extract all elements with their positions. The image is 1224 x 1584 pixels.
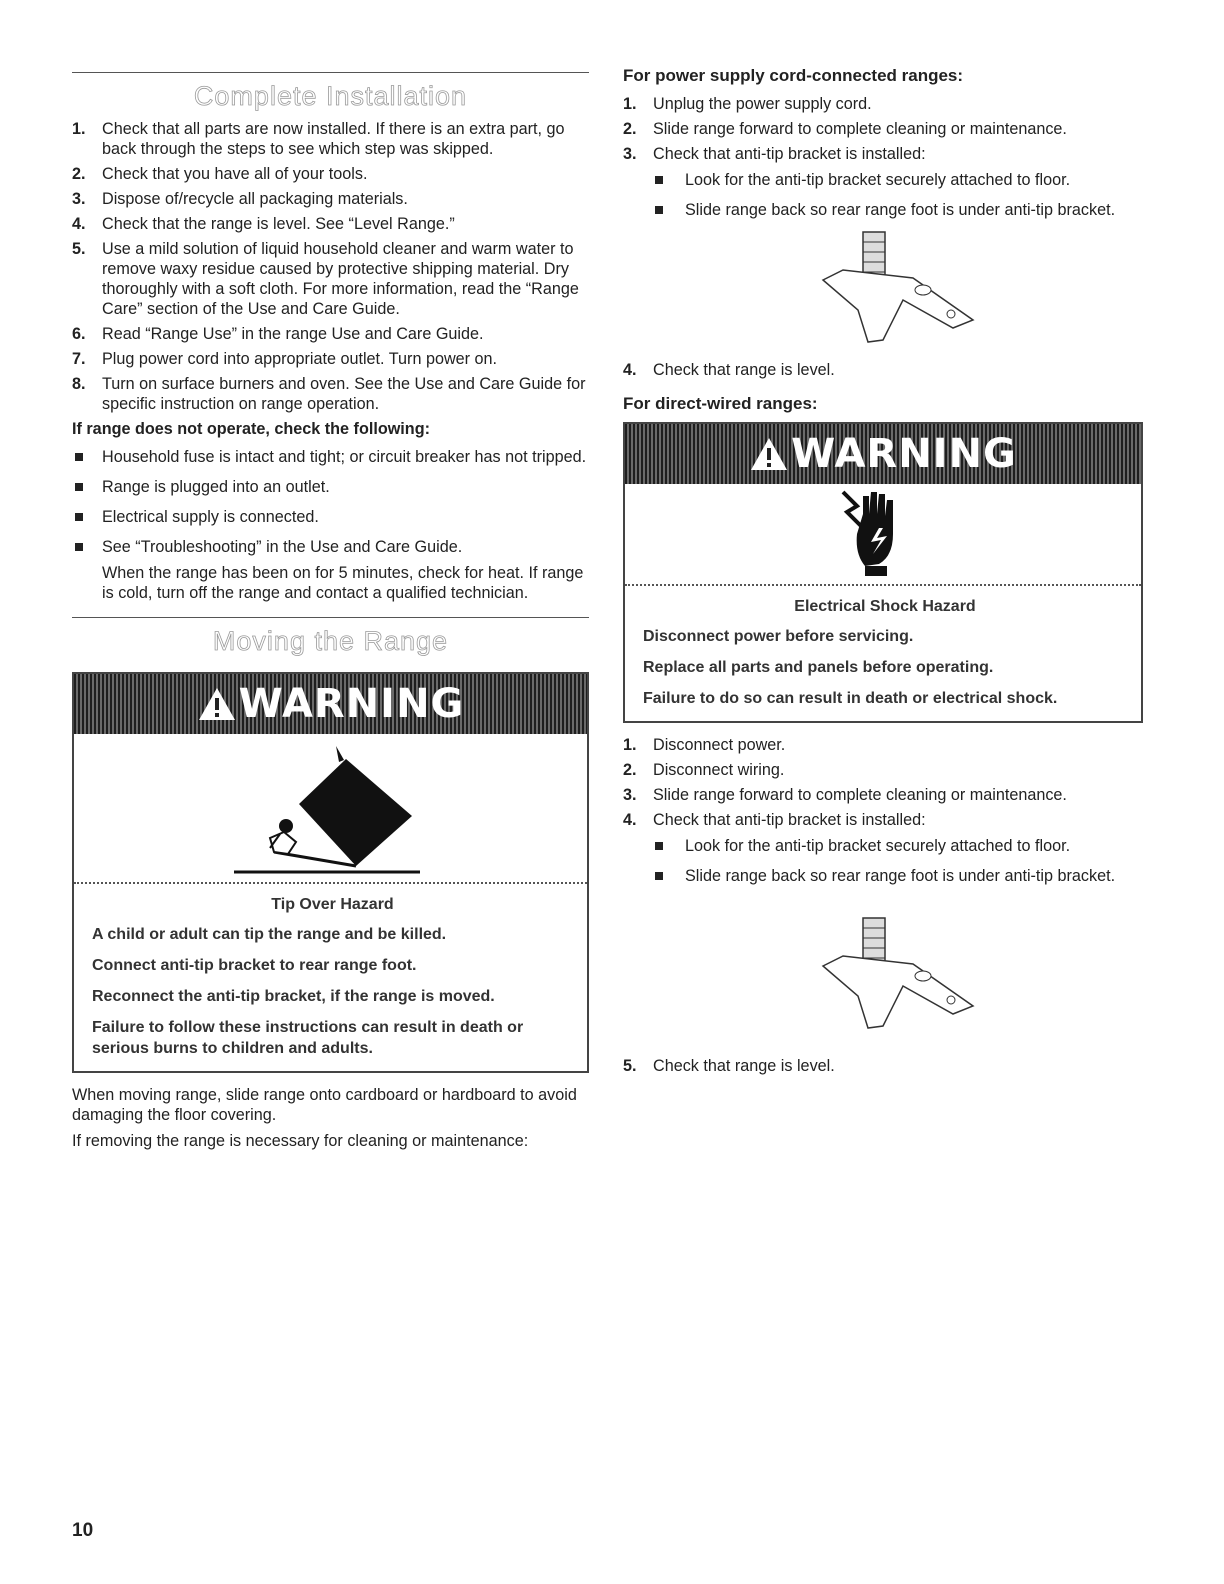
warning-line: Replace all parts and panels before operating. [643,659,994,676]
warning-line: A child or adult can tip the range and be killed. [92,926,447,943]
list-item: 1. Check that all parts are now installed. If there is an extra part, go back through the steps to see which step was skipped. [72,120,565,158]
cord-connected-bullets [623,170,1143,220]
anti-tip-bracket-icon [623,906,1143,1056]
direct-wired-final-step [623,1056,1143,1076]
direct-wired-bullets [623,836,1143,886]
list-item: 4. Check that the range is level. See “Level Range.” [72,215,455,233]
list-item: 4. Check that anti-tip bracket is installed: [623,811,926,829]
warning-text [625,586,1141,721]
electrical-warning-box [623,422,1143,723]
warning-triangle-icon [749,436,789,472]
right-column [623,62,1143,1081]
anti-tip-bracket-icon [623,230,1143,360]
tip-over-illustration [74,734,587,884]
list-item: 1. Disconnect power. [623,736,786,754]
direct-wired-steps [623,735,1143,830]
warning-label: WARNING [238,681,465,727]
list-item: 1. Unplug the power supply cord. [623,95,872,113]
hazard-title: Electrical Shock Hazard [794,598,976,615]
removal-note: If removing the range is necessary for cleaning or maintenance: [72,1132,529,1150]
list-item: 2. Disconnect wiring. [623,761,785,779]
list-item: Slide range back so rear range foot is under anti-tip bracket. [653,200,1143,220]
list-item: 7. Plug power cord into appropriate outlet. Turn power on. [72,350,498,368]
moving-range-title: Moving the Range [212,626,449,656]
tip-over-warning-box [72,672,589,1073]
tip-over-icon [74,734,589,882]
warning-header [74,674,587,734]
electrical-shock-illustration [625,484,1141,586]
list-item: 3. Slide range forward to complete cleaning or maintenance. [623,786,1067,804]
list-item: Household fuse is intact and tight; or circuit breaker has not tripped. [72,447,589,467]
list-item: Range is plugged into an outlet. [72,477,589,497]
heat-note: When the range has been on for 5 minutes, check for heat. If range is cold, turn off the range and contact a qualified technician. [102,564,584,602]
list-item: 2. Check that you have all of your tools. [72,165,368,183]
list-item: 6. Read “Range Use” in the range Use and Care Guide. [72,325,484,343]
troubleshoot-checks [72,447,589,557]
warning-line: Failure to do so can result in death or electrical shock. [643,690,1058,707]
cord-connected-final-step [623,360,1143,380]
warning-line: Reconnect the anti-tip bracket, if the range is moved. [92,988,495,1005]
hazard-title: Tip Over Hazard [271,896,394,913]
troubleshoot-heading: If range does not operate, check the following: [72,420,430,438]
warning-header [625,424,1141,484]
page-number: 10 [72,1520,94,1541]
left-column [72,62,589,1157]
list-item: 5. Check that range is level. [623,1057,835,1075]
list-item: See “Troubleshooting” in the Use and Care Guide. [72,537,589,557]
anti-tip-bracket-figure [623,906,1143,1056]
list-item: 4. Check that range is level. [623,361,835,379]
warning-line: Disconnect power before servicing. [643,628,914,645]
list-item: Electrical supply is connected. [72,507,589,527]
cord-connected-heading: For power supply cord-connected ranges: [623,66,964,85]
section-divider [72,617,589,618]
warning-line: Failure to follow these instructions can result in death or serious burns to children and adults. [92,1019,524,1057]
list-item: Look for the anti-tip bracket securely attached to floor. [653,170,1143,190]
warning-text [74,884,587,1071]
warning-line: Connect anti-tip bracket to rear range foot. [92,957,417,974]
section-divider [72,72,589,73]
anti-tip-bracket-figure [623,230,1143,360]
list-item: 3. Check that anti-tip bracket is installed: [623,145,926,163]
installation-steps [72,119,589,414]
complete-installation-title: Complete Installation [193,81,468,111]
list-item: 3. Dispose of/recycle all packaging materials. [72,190,408,208]
list-item: Slide range back so rear range foot is under anti-tip bracket. [653,866,1143,886]
list-item: 2. Slide range forward to complete cleaning or maintenance. [623,120,1067,138]
list-item: 8. Turn on surface burners and oven. See the Use and Care Guide for specific instruction on range operation. [72,375,586,413]
list-item: 5. Use a mild solution of liquid household cleaner and warm water to remove waxy residue caused by protective shipping material. Dry thoroughly with a soft cloth. For more information, read the “Range Care” section of the Use and Care Guide. [72,240,579,318]
electric-shock-hand-icon [625,484,1141,584]
cord-connected-steps [623,94,1143,164]
list-item: Look for the anti-tip bracket securely attached to floor. [653,836,1143,856]
moving-note: When moving range, slide range onto cardboard or hardboard to avoid damaging the floor covering. [72,1086,577,1124]
warning-triangle-icon [197,686,237,722]
warning-label: WARNING [791,431,1017,477]
direct-wired-heading: For direct-wired ranges: [623,394,818,413]
